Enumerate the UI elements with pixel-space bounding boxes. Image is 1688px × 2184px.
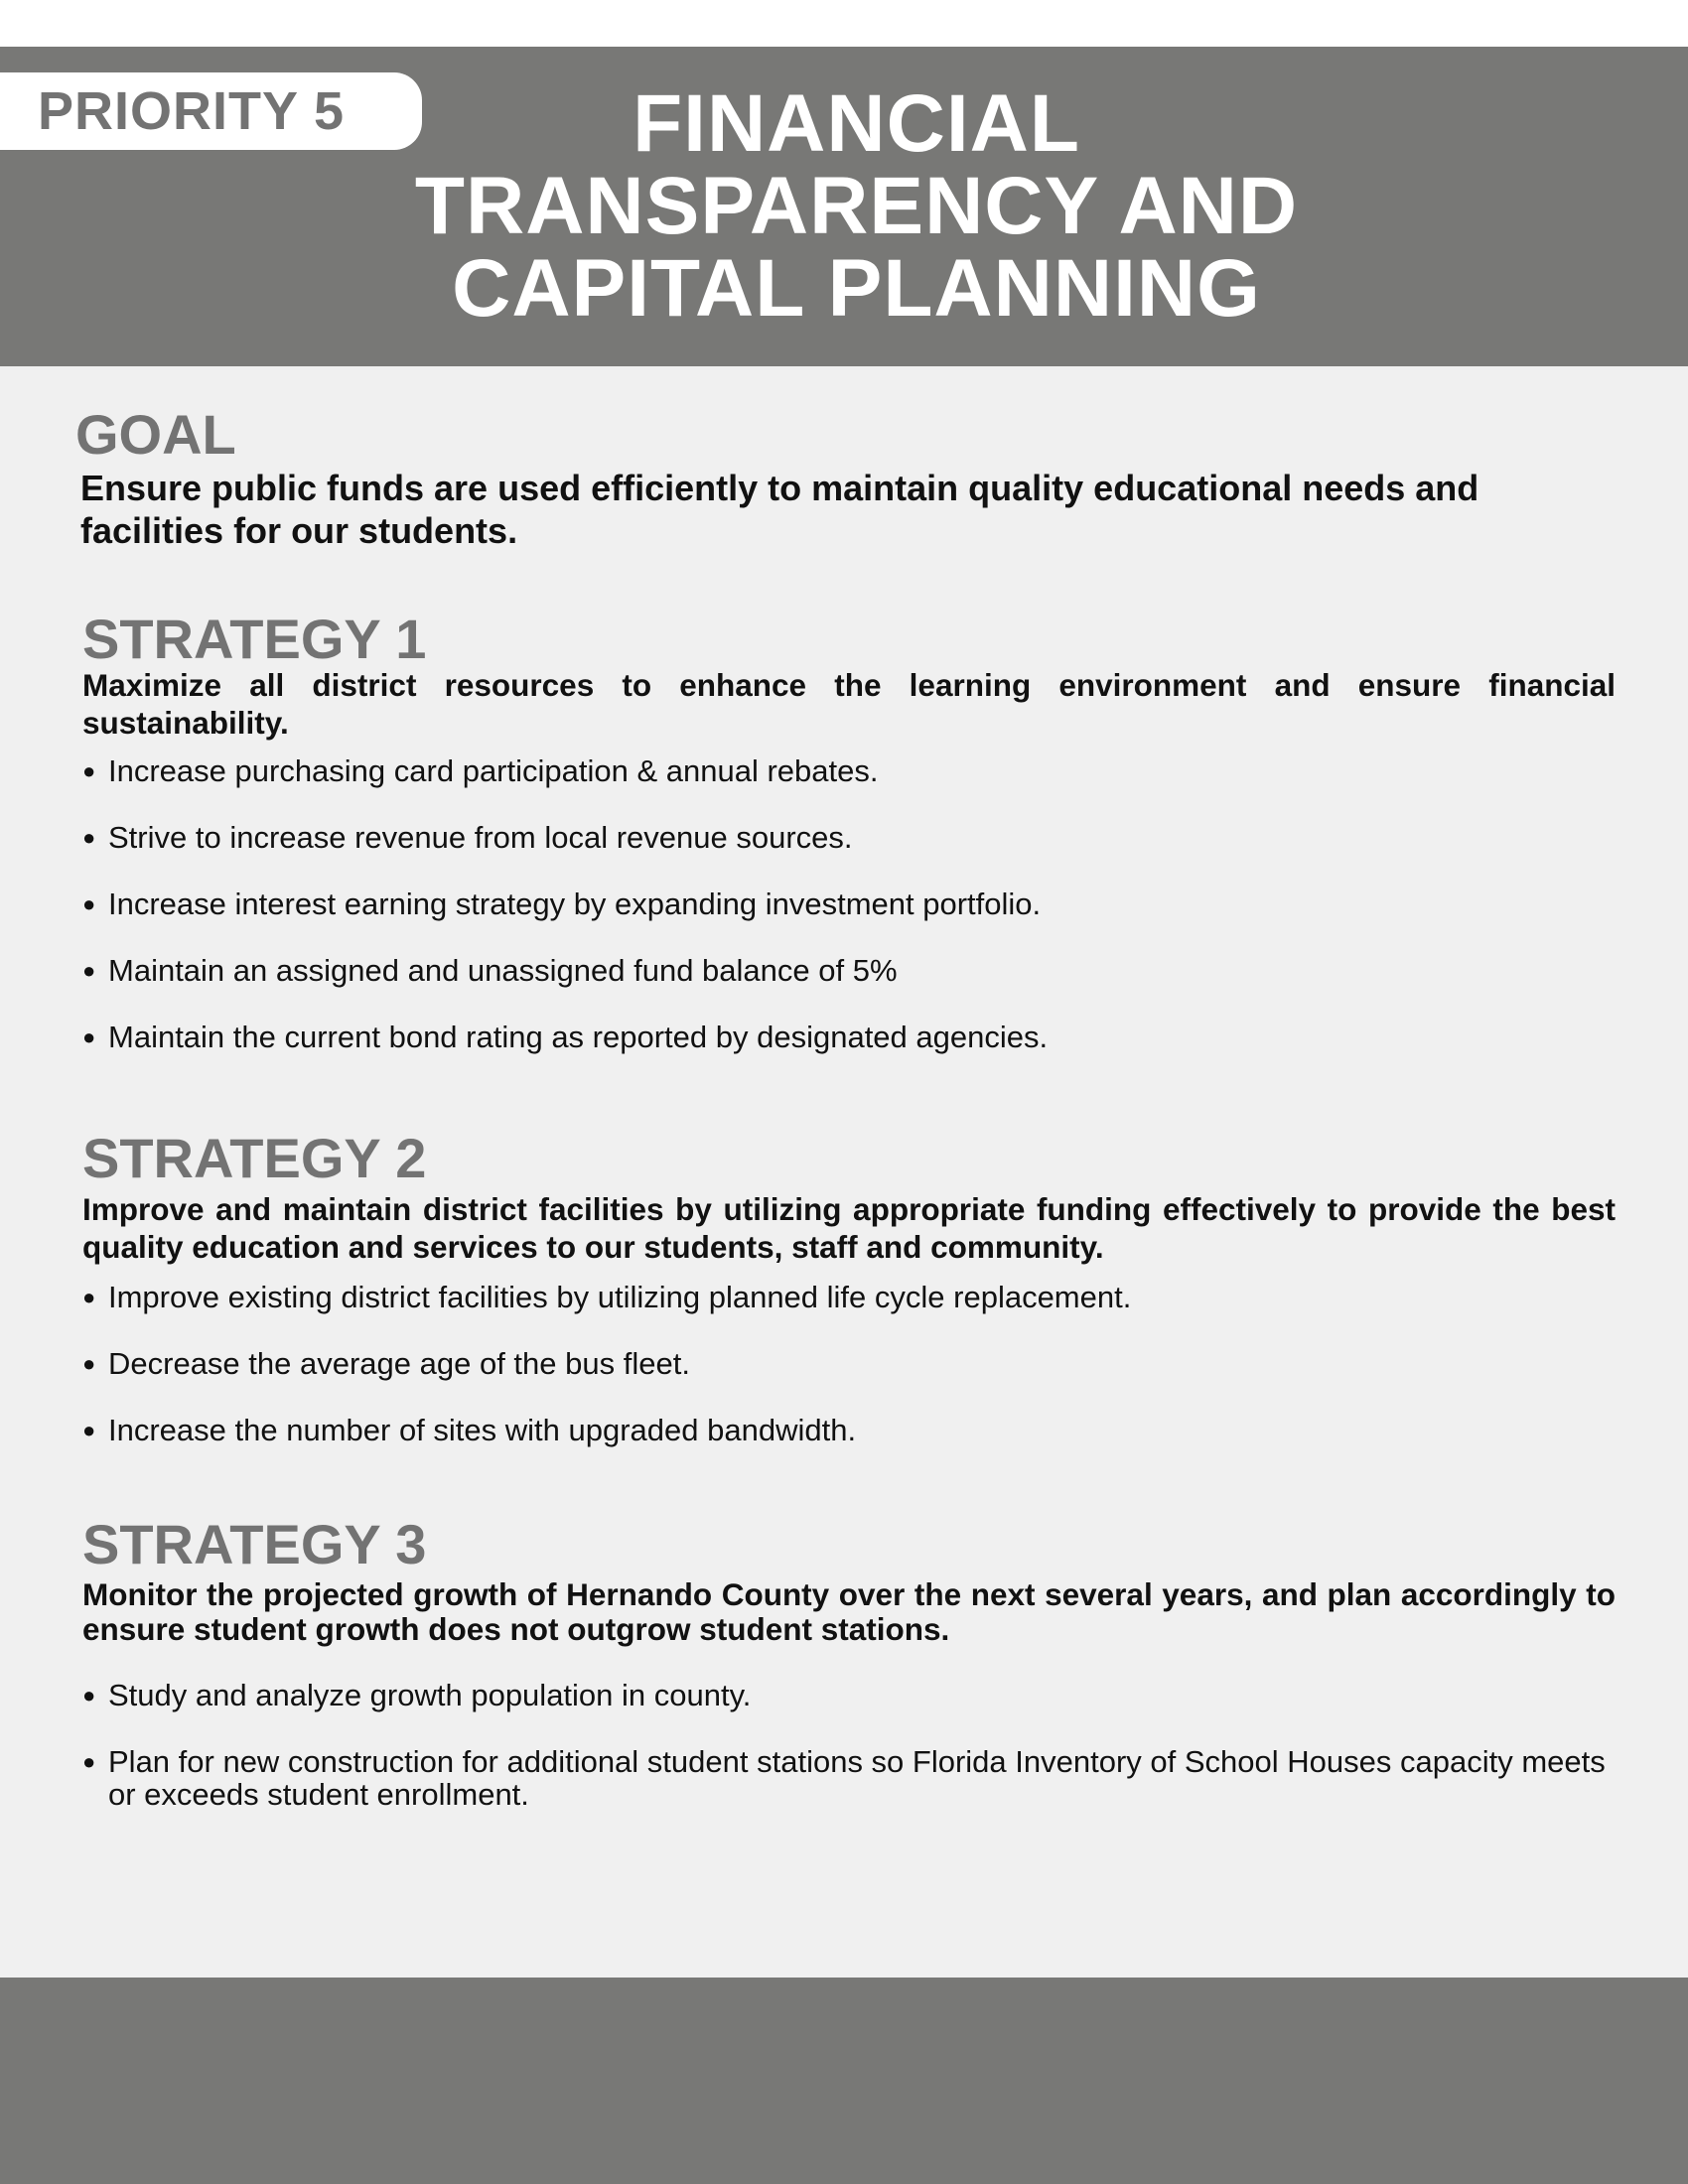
list-item: ● Plan for new construction for additional student stations so Florida Inventory of School Houses capacity meets or exceeds student enrollment. <box>82 1745 1612 1811</box>
list-item: ● Study and analyze growth population in county. <box>82 1679 1612 1711</box>
list-item: ● Decrease the average age of the bus fleet. <box>82 1347 1631 1380</box>
strategy-2-heading: STRATEGY 2 <box>82 1127 427 1189</box>
goal-heading: GOAL <box>75 403 236 466</box>
strategy-3-bullets <box>82 1679 1612 1811</box>
strategy-1-text: Maximize all district resources to enhance the learning environment and ensure financial sustainability. <box>82 667 1616 741</box>
list-item: ● Increase the number of sites with upgraded bandwidth. <box>82 1414 1631 1446</box>
page-title <box>328 78 1385 334</box>
title-line: CAPITAL PLANNING <box>452 243 1261 334</box>
list-item: ● Increase interest earning strategy by expanding investment portfolio. <box>82 887 1631 920</box>
priority-badge: PRIORITY 5 <box>0 72 422 150</box>
header-banner <box>0 47 1688 366</box>
list-item: ● Strive to increase revenue from local revenue sources. <box>82 821 1631 854</box>
list-item: ● Increase purchasing card participation & annual rebates. <box>82 754 1631 787</box>
title-line: FINANCIAL <box>633 78 1080 169</box>
goal-text: Ensure public funds are used efficiently to maintain quality educational needs and facilities for our students. <box>80 468 1479 551</box>
strategy-1-bullets <box>82 754 1631 1053</box>
title-line: TRANSPARENCY AND <box>414 161 1299 251</box>
strategy-3-text: Monitor the projected growth of Hernando County over the next several years, and plan accordingly to ensure student growth does not outgrow student stations. <box>82 1576 1616 1647</box>
list-item: ● Maintain an assigned and unassigned fund balance of 5% <box>82 954 1631 987</box>
strategy-2-text: Improve and maintain district facilities by utilizing appropriate funding effectively to provide the best quality education and services to our students, staff and community. <box>82 1191 1616 1265</box>
list-item: ● Maintain the current bond rating as reported by designated agencies. <box>82 1021 1631 1053</box>
footer-band <box>0 1978 1688 2184</box>
strategy-3-heading: STRATEGY 3 <box>82 1513 427 1575</box>
strategy-2-bullets <box>82 1281 1631 1446</box>
list-item: ● Improve existing district facilities by utilizing planned life cycle replacement. <box>82 1281 1631 1313</box>
strategy-1-heading: STRATEGY 1 <box>82 608 427 670</box>
